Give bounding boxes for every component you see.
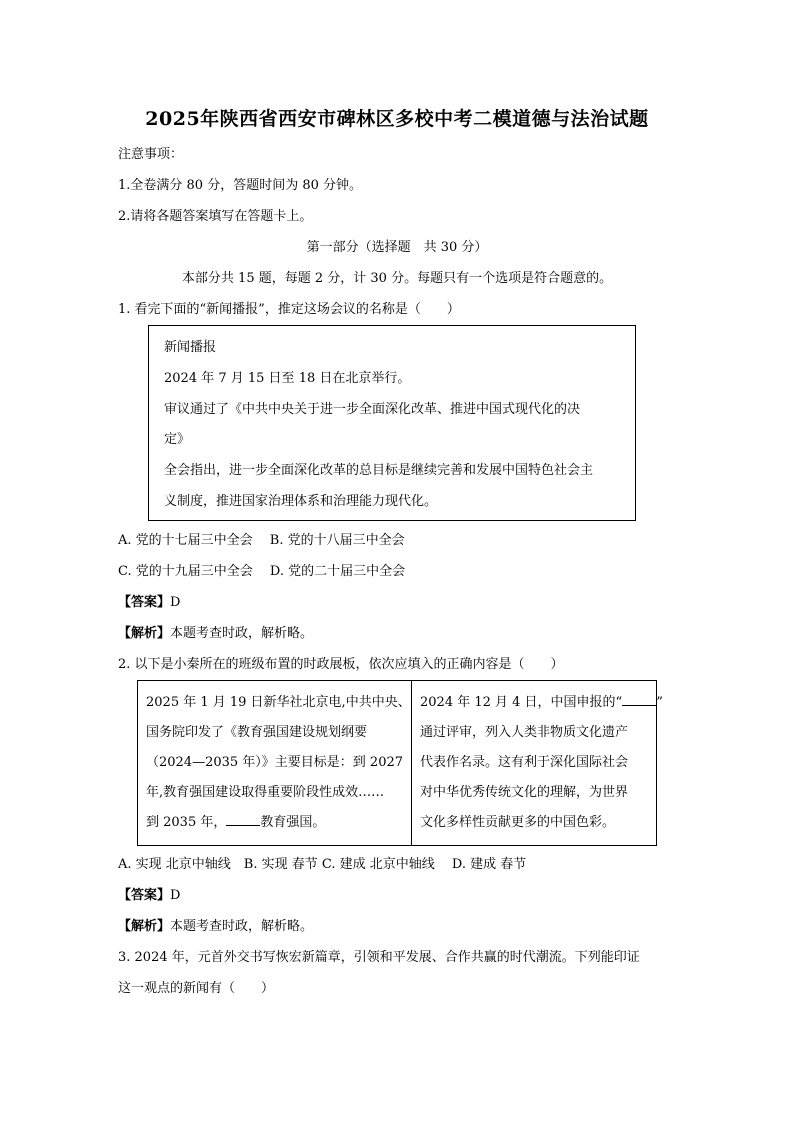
part1-instruction: 本部分共 15 题，每题 2 分，计 30 分。每题只有一个选项是符合题意的。 xyxy=(181,271,613,286)
answer-label: 【答案】 xyxy=(118,595,171,610)
q2-answer xyxy=(118,886,180,906)
answer-value: D xyxy=(170,595,181,610)
part1-heading: 第一部分（选择题 共 30 分） xyxy=(306,240,488,255)
q2-stem: 2. 以下是小秦所在的班级布置的时政展板，依次应填入的正确内容是（ ） xyxy=(118,657,564,672)
q1-analysis xyxy=(118,624,313,644)
q2-left-cell-tail: 教育强国。 xyxy=(260,815,326,830)
q2-left-cell-line: （2024—2035 年）》主要目标是：到 2027 xyxy=(146,755,404,770)
q2-left-cell-line: 2025 年 1 月 19 日新华社北京电,中共中央、 xyxy=(146,695,411,710)
q2-left-cell-line: 国务院印发了《教育强国建设规划纲要 xyxy=(146,725,368,740)
q1-box-line: 2024 年 7 月 15 日至 18 日在北京举行。 xyxy=(164,371,411,386)
q2-right-cell-line: 文化多样性贡献更多的中国色彩。 xyxy=(420,815,616,830)
answer-value: D xyxy=(170,888,181,903)
q1-answer xyxy=(118,593,180,613)
q1-box-line: 新闻播报 xyxy=(164,340,217,355)
q2-left-cell-text: 到 2035 年， xyxy=(146,815,227,830)
q2-right-cell-first-line xyxy=(420,693,663,713)
q2-left-cell-line: 年,教育强国建设取得重要阶段性成效…… xyxy=(146,785,385,800)
analysis-text: 本题考查时政，解析略。 xyxy=(170,626,314,641)
q2-display-board xyxy=(137,680,663,846)
q2-board-divider xyxy=(411,681,412,845)
page-title: 2025年陕西省西安市碑林区多校中考二模道德与法治试题 xyxy=(145,108,649,130)
notice-item-2: 2.请将各题答案填写在答题卡上。 xyxy=(118,209,313,224)
q1-options-row-1: A. 党的十七届三中全会 B. 党的十八届三中全会 xyxy=(118,533,405,548)
q1-box-line: 义制度，推进国家治理体系和治理能力现代化。 xyxy=(164,494,438,509)
analysis-label: 【解析】 xyxy=(118,626,171,641)
q3-stem-line-1: 3. 2024 年，元首外交书写恢宏新篇章，引领和平发展、合作共赢的时代潮流。下列能印证 xyxy=(118,950,640,965)
fill-blank xyxy=(622,693,656,706)
q1-box-line: 审议通过了《中共中央关于进一步全面深化改革、推进中国式现代化的决 xyxy=(164,402,581,417)
q3-stem-line-2: 这一观点的新闻有（ ） xyxy=(118,981,275,996)
q2-right-cell-line: 对中华优秀传统文化的理解，为世界 xyxy=(420,785,629,800)
q2-left-cell-last-line xyxy=(146,813,325,833)
analysis-label: 【解析】 xyxy=(118,919,171,934)
notice-heading: 注意事项： xyxy=(118,147,184,162)
q2-right-cell-tail: ” xyxy=(656,695,663,710)
q1-stem: 1. 看完下面的“新闻播报”，推定这场会议的名称是（ ） xyxy=(118,302,460,317)
notice-item-1: 1.全卷满分 80 分，答题时间为 80 分钟。 xyxy=(118,178,363,193)
q2-right-cell-text: 2024 年 12 月 4 日，中国申报的“ xyxy=(420,695,623,710)
q1-box-line: 全会指出，进一步全面深化改革的总目标是继续完善和发展中国特色社会主 xyxy=(164,463,594,478)
fill-blank xyxy=(226,813,260,826)
analysis-text: 本题考查时政，解析略。 xyxy=(170,919,314,934)
q1-options-row-2: C. 党的十九届三中全会 D. 党的二十届三中全会 xyxy=(118,564,406,579)
answer-label: 【答案】 xyxy=(118,888,171,903)
q2-analysis xyxy=(118,917,313,937)
q1-news-box xyxy=(148,325,636,521)
q2-options: A. 实现 北京中轴线 B. 实现 春节 C. 建成 北京中轴线 D. 建成 春节 xyxy=(118,857,527,872)
q2-right-cell-line: 代表作名录。这有利于深化国际社会 xyxy=(420,755,629,770)
q2-right-cell-line: 通过评审，列入人类非物质文化遗产 xyxy=(420,725,629,740)
q1-box-line: 定》 xyxy=(164,432,191,447)
